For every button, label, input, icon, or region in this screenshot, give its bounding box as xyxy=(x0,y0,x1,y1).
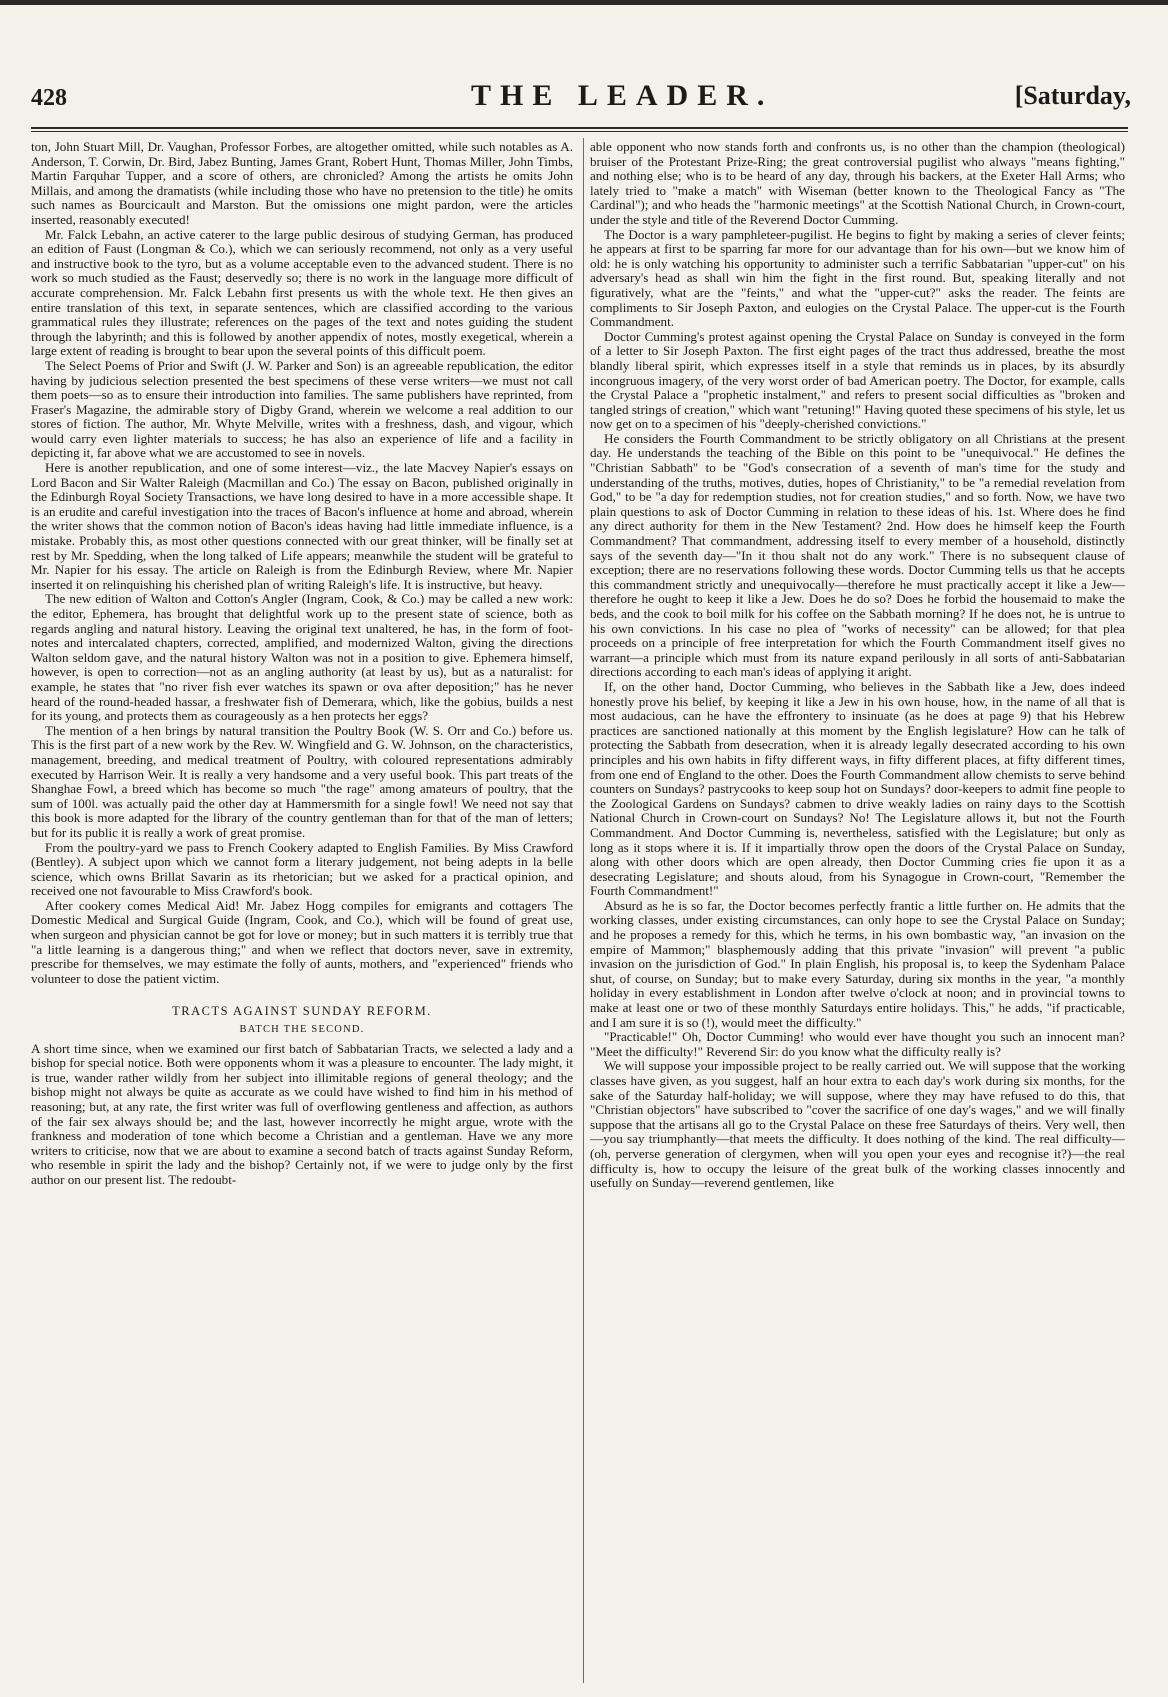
page-header xyxy=(31,79,1131,125)
article-paragraph: Absurd as he is so far, the Doctor becomes perfectly frantic a little further on. He admits that the working classes, under existing circumstances, can only hope to see the Crystal Palace on Sunday; and he proposes a remedy for this, which he terms, in his own bombastic way, "an invasion on the empire of Mammon;" blasphemously adding that this private "invasion" will prevent "a public invasion on the jurisdiction of God." In plain English, his proposal is, to keep the Sydenham Palace shut, of course, on Sunday; but to make every Saturday, during six months in the year, "a monthly holiday in every establishment in London after twelve o'clock at noon; and in provincial towns to make at least one or two of these monthly Saturdays entire holidays. This," he adds, "if practicable, and I am sure it is so (!), would meet the difficulty." xyxy=(590,897,1125,1030)
header-rule-thin xyxy=(31,131,1128,132)
header-rule xyxy=(31,127,1128,129)
right-column xyxy=(590,140,1125,1685)
article-paragraph: The Select Poems of Prior and Swift (J. W. Parker and Son) is an agreeable republication, the editor having by judicious selection presented the best specimens of these verse writers—we must not call them poets—so as to ensure their introduction into families. The same publishers have reprinted, from Fraser's Magazine, the admirable story of Digby Grand, wherein we welcome a real addition to our stores of fiction. The author, Mr. Whyte Melville, writes with a freshness, dash, and vigour, which would carry even lighter materials to success; he has also an experience of life and a facility in depicting it, far above what we are accustomed to see in novels. xyxy=(31,357,573,461)
section-heading: TRACTS AGAINST SUNDAY REFORM. xyxy=(172,1004,432,1019)
masthead-title: THE LEADER. xyxy=(471,79,774,112)
article-paragraph: The new edition of Walton and Cotton's Angler (Ingram, Cook, & Co.) may be called a new work: the editor, Ephemera, has brought that delightful work up to the present state of science, both as regards angling and natural history. Leaving the original text unaltered, he has, in the form of foot-notes and intercalated chapters, corrected, amplified, and modernized Walton, giving the directions Walton seldom gave, and the natural history Walton was not in a position to give. Ephemera himself, however, is open to correction—not as an angling authority (at least by us), but as a naturalist: for example, he states that "no river fish ever watches its spawn or ova after deposition;" has he never heard of the round-headed hassar, a freshwater fish of Demerara, which, like the gobius, builds a nest for its young, and protects them as courageously as a hen protects her eggs? xyxy=(31,591,573,724)
section-subheading: BATCH THE SECOND. xyxy=(239,1024,365,1036)
article-paragraph: able opponent who now stands forth and confronts us, is no other than the champion (theological) bruiser of the Protestant Prize-Ring; the great controversial pugilist who always "means fighting," and nothing else; who is to be heard of any day, through his backers, at the Exeter Hall Arms; who lately tried to "make a match" with Wiseman (better known to the Theological Fancy as "The Cardinal"); and who heads the "harmonic meetings" at the Scottish National Church, in Crown-court, under the style and title of the Reverend Doctor Cumming. xyxy=(590,140,1125,227)
article-paragraph: A short time since, when we examined our first batch of Sabbatarian Tracts, we selected a lady and a bishop for special notice. Both were opponents whom it was a pleasure to encounter. The lady might, it is true, wander rather wildly from her subject into illimitable regions of general theology; and the bishop might not always be quite as accurate as we could have wished to find him in his method of reasoning; but, at any rate, the first writer was full of overflowing gentleness and affection, as authors of the fair sex always should be; and the last, however incorrectly he might argue, wrote with the frankness and moderation of tone which become a Christian and a gentleman. Have we any more writers to criticise, now that we are about to examine a second batch of tracts against Sunday Reform, who resemble in spirit the lady and the bishop? Certainly not, if we were to judge only by the first author on our present list. The redoubt- xyxy=(31,1040,573,1187)
article-paragraph: The Doctor is a wary pamphleteer-pugilist. He begins to fight by making a series of clever feints; he appears at first to be sparring far more for our advantage than for his own—but we know him of old: he is only watching his opportunity to administer such a terrific Sabbatarian "upper-cut" on his adversary's head as shall win him the fight in the first round. But, speaking literally and not figuratively, what are the "feints," and what the "upper-cut?" asks the reader. The feints are compliments to Sir Joseph Paxton, and eulogies on the Crystal Palace. The upper-cut is the Fourth Commandment. xyxy=(590,226,1125,330)
column-divider xyxy=(583,138,584,1683)
left-column xyxy=(31,140,573,1685)
page-number: 428 xyxy=(31,85,67,111)
article-paragraph: He considers the Fourth Commandment to be strictly obligatory on all Christians at the present day. He understands the teaching of the Bible on this point to be "unequivocal." He defines the "Christian Sabbath" to be "God's consecration of a seventh of man's time for the study and understanding of the truths, motives, duties, hopes of Christianity," to be "a remedial revelation from God," to be "a day for redemption studies, not for creation studies," and so forth. Now, we have two plain questions to ask of Doctor Cumming in relation to these ideas of his. 1st. Where does he find any direct authority for them in the New Testament? 2nd. How does he himself keep the Fourth Commandment? That commandment, addressing itself to every member of a household, distinctly says of the seventh day—"In it thou shalt not do any work." There is no subsequent clause of exception; there are no reservations following these words. Doctor Cumming tells us that he accepts this commandment strictly and unequivocally—therefore he must practically accept it like a Jew—therefore he ought to keep it like a Jew. Does he do so? Does he forbid the housemaid to make the beds, and the cook to boil milk for his coffee on the Sabbath morning? If he does not, he is untrue to his own convictions. In his case no plea of "works of necessity" can be allowed; for that plea proceeds on a principle of free interpretation for which the Fourth Commandment itself gives no warrant—a principle which must from its nature expand perilously in all sorts of anti-Sabbatarian directions according to each man's ideas of applying it aright. xyxy=(590,430,1125,680)
top-border xyxy=(0,0,1168,5)
article-paragraph: If, on the other hand, Doctor Cumming, who believes in the Sabbath like a Jew, does indeed honestly prove his belief, by keeping it like a Jew in his own house, how, in the name of all that is most audacious, can he have the effrontery to insinuate (as he does at page 9) that his Hebrew practices are sanctioned nationally at this moment by the English legislature? How can he talk of protecting the Sabbath from desecration, when it is already legally desecrated according to his own principles and his own habits in fifty different ways, in fifty different places, at fifty different times, from one end of England to the other. Does the Fourth Commandment allow chemists to serve behind counters on Sundays? pastrycooks to keep soup hot on Sundays? door-keepers to admit fine people to the Zoological Gardens on Sundays? cabmen to drive weakly ladies on rainy days to the Scottish National Church in Crown-court on Sundays? No! The Legislature allows it, but not the Fourth Commandment. And Doctor Cumming is, nevertheless, satisfied with the Legislature; but only as long as it stops where it is. If it impartially throw open the doors of the Crystal Palace on Sunday, along with other doors which are open already, then Doctor Cumming cries fie upon it as a desecrating Legislature; and shouts aloud, from his Synagogue in Crown-court, "Remember the Fourth Commandment!" xyxy=(590,678,1125,899)
article-paragraph: We will suppose your impossible project to be really carried out. We will suppose that the working classes have given, as you suggest, half an hour extra to each day's work during six months, for the sake of the Saturday half-holiday; we will suppose, where they may have refused to do this, that "Christian objectors" have subscribed to "cover the sacrifice of one day's wages," and we will finally suppose that the artisans all go to the Crystal Palace on these free Saturdays of theirs. Very well, then—you say triumphantly—that meets the difficulty. It does nothing of the kind. The real difficulty—(oh, perverse generation of clergymen, when will you open your eyes and recognise it?)—the real difficulty is, how to occupy the leisure of the great bulk of the working classes innocently and usefully on Sunday—reverend gentlemen, like xyxy=(590,1058,1125,1191)
article-paragraph: From the poultry-yard we pass to French Cookery adapted to English Families. By Miss Crawford (Bentley). A subject upon which we cannot form a literary judgement, not being adepts in la belle science, which owns Brillat Savarin as its rhetorician; but we asked for a practical opinion, and received one not favourable to Miss Crawford's book. xyxy=(31,839,573,899)
article-paragraph: ton, John Stuart Mill, Dr. Vaughan, Professor Forbes, are altogether omitted, while such notables as A. Anderson, T. Corwin, Dr. Bird, Jabez Bunting, James Grant, Robert Hunt, Thomas Miller, John Timbs, Martin Farquhar Tupper, and a score of others, are chronicled? Among the artists he omits John Millais, and among the dramatists (while including those who have no pretension to the title) he omits such names as Bourcicault and Marston. But the omissions one might pardon, were the articles inserted, reasonably executed! xyxy=(31,140,573,227)
article-paragraph: Doctor Cumming's protest against opening the Crystal Palace on Sunday is conveyed in the form of a letter to Sir Joseph Paxton. The first eight pages of the tract thus addressed, breathe the most blandly liberal spirit, which expresses itself in a style that reminds us in places, by its absurdly incongruous imagery, of the very worst order of bad American poetry. The Doctor, for example, calls the Crystal Palace a "prophetic instalment," and refers to present social difficulties as "broken and tangled strings of creation," which want "retuning!" Having quoted these specimens of his style, let us now get on to a specimen of his "deeply-cherished convictions." xyxy=(590,328,1125,432)
article-paragraph: The mention of a hen brings by natural transition the Poultry Book (W. S. Orr and Co.) before us. This is the first part of a new work by the Rev. W. Wingfield and G. W. Johnson, on the characteristics, management, breeding, and medical treatment of Poultry, with coloured representations admirably executed by Harrison Weir. It is really a very handsome and a very useful book. This part treats of the Shanghae Fowl, a breed which has become so much "the rage" among amateurs of poultry, that the sum of 100l. was actually paid the other day at Hammersmith for a single fowl! We need not say that this book is more adapted for the library of the country gentleman than for that of the man of letters; but for its public it is really a work of great promise. xyxy=(31,722,573,840)
article-paragraph: Mr. Falck Lebahn, an active caterer to the large public desirous of studying German, has produced an edition of Faust (Longman & Co.), which we can seriously recommend, not only as a very useful and instructive book to the tyro, but as a volume acceptable even to the advanced student. There is no work so much studied as the Faust; deservedly so; there is no work in the language more difficult of accurate comprehension. Mr. Falck Lebahn first presents us with the whole text. He then gives an entire translation of this text, in separate sentences, which are classified according to the various grammatical rules they illustrate; references on the pages of the text and notes guiding the student through the labyrinth; and this is followed by another appendix of notes, mostly exegetical, wherein a large extent of reading is brought to bear upon the several points of this difficult poem. xyxy=(31,226,573,359)
article-paragraph: "Practicable!" Oh, Doctor Cumming! who would ever have thought you such an innocent man? "Meet the difficulty!" Reverend Sir: do you know what the difficulty really is? xyxy=(590,1029,1125,1059)
article-paragraph: After cookery comes Medical Aid! Mr. Jabez Hogg compiles for emigrants and cottagers The Domestic Medical and Surgical Guide (Ingram, Cook, and Co.), which will be found of great use, when surgeon and physician cannot be got for love or money; but in such matters it is terribly true that "a little learning is a dangerous thing;" and when we reflect that doctors never, save in extremity, prescribe for themselves, we may estimate the folly of aunts, mothers, and "experienced" friends who volunteer to dose the patient victim. xyxy=(31,897,573,986)
article-paragraph: Here is another republication, and one of some interest—viz., the late Macvey Napier's essays on Lord Bacon and Sir Walter Raleigh (Macmillan and Co.) The essay on Bacon, published originally in the Edinburgh Royal Society Transactions, we have long desired to have in a more accessible shape. It is an erudite and careful investigation into the traces of Bacon's influence at home and abroad, wherein the writer shows that the common notion of Bacon's ideas having had little immediate influence, is a mistake. Probably this, as most other questions connected with our great thinker, will be finally set at rest by Mr. Spedding, when the long talked of Life appears; meanwhile the student will be grateful to Mr. Napier for his essay. The article on Raleigh is from the Edinburgh Review, where Mr. Napier inserted it on relinquishing his cherished plan of writing Raleigh's life. It is instructive, but heavy. xyxy=(31,460,573,592)
issue-day: [Saturday, xyxy=(1014,81,1131,110)
